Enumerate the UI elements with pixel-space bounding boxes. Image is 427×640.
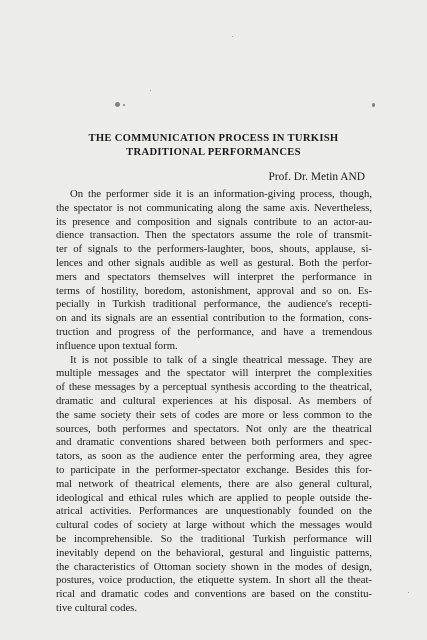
paragraph-2 <box>56 354 372 616</box>
text-line: lences and other signals audible as well as gestural. Both the perfor- <box>56 256 372 269</box>
text-line: on and its signals are an essential contribution to the formation, cons- <box>56 312 372 325</box>
text-line: tators, as soon as the audience enter the performing area, they agree <box>56 450 372 463</box>
article-title-line-1: THE COMMUNICATION PROCESS IN TURKISH <box>88 133 339 144</box>
text-line: tive cultural codes. <box>56 601 138 614</box>
text-line: ter of signals to the performers-laughter, boos, shouts, applause, si- <box>56 243 372 256</box>
scan-speck <box>123 104 125 106</box>
text-line: pecially in Turkish traditional performance, the audience's recepti- <box>56 298 372 311</box>
text-line: postures, voice production, the etiquette system. In short all the theat- <box>56 574 372 587</box>
text-line: terms of hostility, boredom, astonishment, approval and so on. Es- <box>56 284 372 297</box>
text-line: to participate in the performer-spectator exchange. Besides this for- <box>56 463 372 476</box>
text-line: truction and progress of the performance, and have a tremendous <box>56 325 372 338</box>
scan-speck <box>115 102 120 107</box>
scan-speck <box>408 592 409 593</box>
text-line: of these messages by a perceptual synthesis according to the theatrical, <box>56 381 372 394</box>
text-line: rical and dramatic codes and conventions are based on the constitu- <box>56 588 372 601</box>
text-line: mers and spectators themselves will interpret the performance in <box>56 270 372 283</box>
text-line: the spectator is not communicating along the same axis. Nevertheless, <box>56 201 372 214</box>
text-line: and dramatic conventions shared between both performers and spec- <box>56 436 372 449</box>
article-title-line-2: TRADITIONAL PERFORMANCES <box>126 147 301 158</box>
text-line: ideological and ethical rules which are applied to people outside the- <box>56 491 372 504</box>
scan-speck <box>150 90 151 91</box>
author-line: Prof. Dr. Metin AND <box>268 171 365 183</box>
text-line: its presence and composition and signals contribute to an actor-au- <box>56 215 372 228</box>
text-line: On the performer side it is an information-giving process, though, <box>70 188 372 200</box>
text-line: cultural codes of society at large without which the messages would <box>56 519 372 532</box>
text-line: the characteristics of Ottoman society shown in the modes of design, <box>56 560 372 573</box>
text-line: multiple messages and the spectator will interpret the complexities <box>56 367 372 380</box>
text-line: be incomprehensible. So the traditional Turkish performance will <box>56 532 372 545</box>
scan-speck <box>372 103 375 107</box>
text-line: atrical activities. Performances are unquestionably founded on the <box>56 505 372 518</box>
scan-speck <box>232 36 233 37</box>
text-line: inevitably depend on the behavioral, gestural and linguistic patterns, <box>56 546 372 559</box>
text-line: sources, both performes and spectators. Not only are the theatrical <box>56 422 372 435</box>
text-line: influence upon textual form. <box>56 339 178 352</box>
text-line: dramatic and cultural experiences at his disposal. As members of <box>56 394 372 407</box>
text-line: mal network of theatrical elements, there are also general cultural, <box>56 477 372 490</box>
article-body <box>56 188 372 616</box>
text-line: the same society their sets of codes are more or less common to the <box>56 408 372 421</box>
text-line: It is not possible to talk of a single theatrical message. They are <box>70 353 372 366</box>
paragraph-1 <box>56 188 372 354</box>
text-line: dience transaction. Then the spectators assume the role of transmit- <box>56 229 372 242</box>
